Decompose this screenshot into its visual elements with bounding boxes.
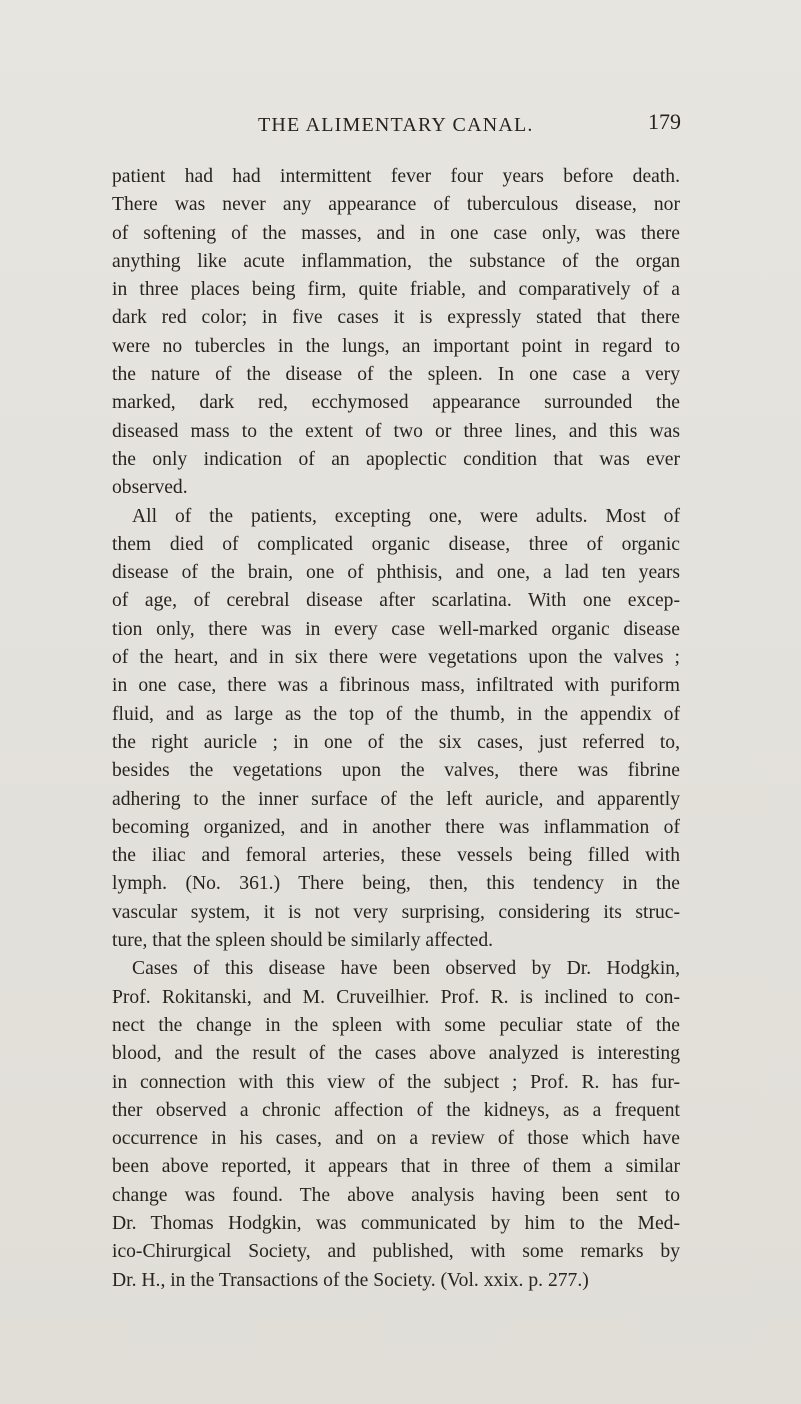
text-line: the nature of the disease of the spleen. In one case a very bbox=[112, 364, 680, 386]
text-line: lymph. (No. 361.) There being, then, this tendency in the bbox=[112, 873, 680, 895]
text-line: in connection with this view of the subject ; Prof. R. has fur- bbox=[112, 1071, 680, 1093]
text-line: been above reported, it appears that in three of them a similar bbox=[112, 1156, 680, 1178]
text-line: ther observed a chronic affection of the kidneys, as a frequent bbox=[112, 1099, 680, 1121]
text-line: observed. bbox=[112, 477, 188, 499]
text-line: anything like acute inflammation, the substance of the organ bbox=[112, 250, 680, 272]
text-line: ture, that the spleen should be similarly affected. bbox=[112, 930, 494, 952]
text-line: of the heart, and in six there were vegetations upon the valves ; bbox=[112, 647, 680, 669]
text-line: fluid, and as large as the top of the thumb, in the appendix of bbox=[112, 703, 680, 725]
text-line: of softening of the masses, and in one case only, was there bbox=[112, 222, 680, 244]
text-line: them died of complicated organic disease, three of organic bbox=[112, 533, 680, 555]
text-line: change was found. The above analysis having been sent to bbox=[112, 1184, 680, 1206]
text-line: the right auricle ; in one of the six cases, just referred to, bbox=[112, 731, 680, 753]
text-line: vascular system, it is not very surprising, considering its struc- bbox=[112, 901, 680, 923]
text-line: tion only, there was in every case well-marked organic disease bbox=[112, 618, 680, 640]
page-header bbox=[0, 109, 801, 146]
text-line: diseased mass to the extent of two or three lines, and this was bbox=[112, 420, 680, 442]
text-line: in one case, there was a fibrinous mass, infiltrated with puriform bbox=[112, 675, 680, 697]
text-line: of age, of cerebral disease after scarlatina. With one excep- bbox=[112, 590, 680, 612]
text-line: blood, and the result of the cases above analyzed is interesting bbox=[112, 1043, 680, 1065]
body-text bbox=[112, 163, 680, 1295]
text-line: becoming organized, and in another there was inflammation of bbox=[112, 816, 680, 838]
text-line: ico-Chirurgical Society, and published, with some remarks by bbox=[112, 1241, 680, 1263]
text-line: Cases of this disease have been observed by Dr. Hodgkin, bbox=[132, 958, 680, 980]
text-line: marked, dark red, ecchymosed appearance surrounded the bbox=[112, 392, 680, 414]
text-line: Dr. Thomas Hodgkin, was communicated by him to the Med- bbox=[112, 1212, 680, 1234]
text-line: Prof. Rokitanski, and M. Cruveilhier. Prof. R. is inclined to con- bbox=[112, 986, 680, 1008]
text-line: dark red color; in five cases it is expressly stated that there bbox=[112, 307, 680, 329]
text-line: occurrence in his cases, and on a review of those which have bbox=[112, 1128, 680, 1150]
text-line: adhering to the inner surface of the left auricle, and apparently bbox=[112, 788, 680, 810]
text-line: the only indication of an apoplectic condition that was ever bbox=[112, 448, 680, 470]
running-title: THE ALIMENTARY CANAL. bbox=[258, 114, 534, 136]
text-line: nect the change in the spleen with some peculiar state of the bbox=[112, 1014, 680, 1036]
text-line: All of the patients, excepting one, were adults. Most of bbox=[132, 505, 680, 527]
text-line: disease of the brain, one of phthisis, and one, a lad ten years bbox=[112, 562, 680, 584]
text-line: besides the vegetations upon the valves, there was fibrine bbox=[112, 760, 680, 782]
text-line: patient had had intermittent fever four years before death. bbox=[112, 166, 680, 187]
page-number: 179 bbox=[648, 109, 681, 134]
text-line: There was never any appearance of tuberculous disease, nor bbox=[112, 194, 680, 216]
text-line: were no tubercles in the lungs, an important point in regard to bbox=[112, 335, 680, 357]
text-line: in three places being firm, quite friable, and comparatively of a bbox=[112, 279, 680, 301]
text-line: the iliac and femoral arteries, these vessels being filled with bbox=[112, 845, 680, 867]
text-line: Dr. H., in the Transactions of the Society. (Vol. xxix. p. 277.) bbox=[112, 1269, 589, 1291]
